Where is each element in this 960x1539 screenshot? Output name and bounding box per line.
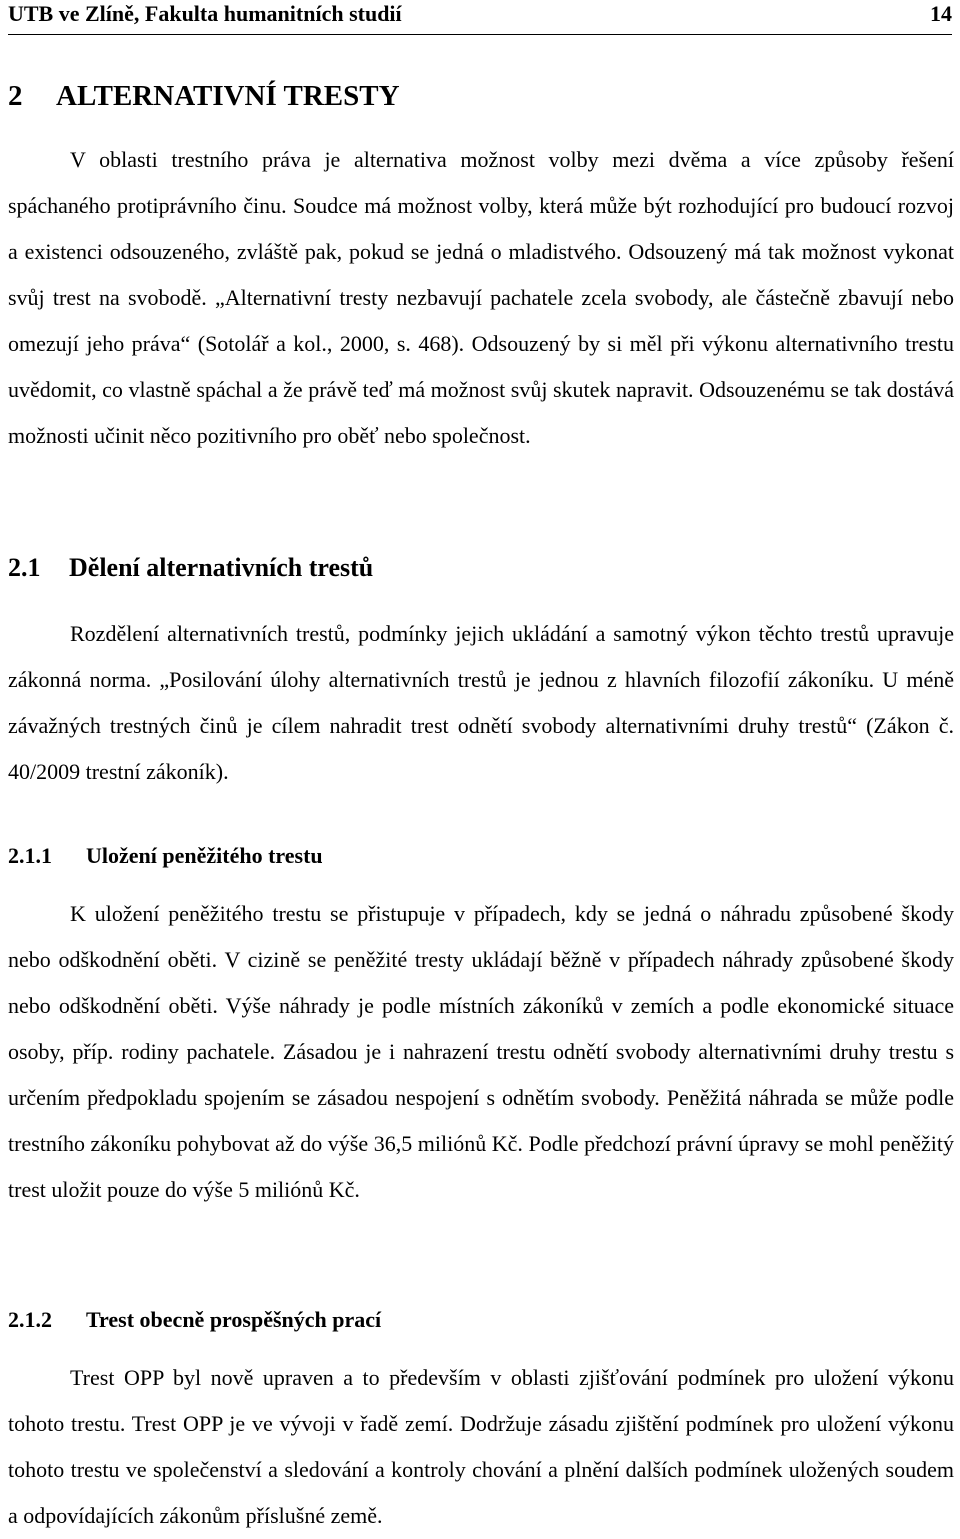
subsection-number: 2.1.1 (8, 843, 52, 868)
chapter-number: 2 (8, 80, 23, 112)
subsection-heading-2-1-1 (8, 843, 323, 869)
chapter-title: ALTERNATIVNÍ TRESTY (56, 80, 400, 112)
chapter-paragraph: V oblasti trestního práva je alternativa možnost volby mezi dvěma a více způsoby řešení spáchaného protiprávního činu. Soudce má možnost volby, která může být rozhodující pro budoucí rozvoj a existenci odsouzeného, zvláště pak, pokud se jedná o mladistvého. Odsouzený má tak možnost vykonat svůj trest na svobodě. „Alternativní tresty nezbavují pachatele zcela svobody, ale částečně zbavují nebo omezují jeho práva“ (Sotolář a kol., 2000, s. 468). Odsouzený by si měl při výkonu alternativního trestu uvědomit, co vlastně spáchal a že právě teď má možnost svůj skutek napravit. Odsouzenému se tak dostává možnosti učinit něco pozitivního pro oběť nebo společnost. (8, 147, 954, 448)
subsection-number: 2.1.2 (8, 1307, 52, 1332)
section-number: 2.1 (8, 553, 41, 582)
section-2-1-paragraph: Rozdělení alternativních trestů, podmínky jejich ukládání a samotný výkon těchto trestů upravuje zákonná norma. „Posilování úlohy alternativních trestů je jednou z hlavních filozofií zákoníku. U méně závažných trestných činů je cílem nahradit trest odnětí svobody alternativními druhy trestů“ (Zákon č. 40/2009 trestní zákoník). (8, 621, 954, 784)
section-2-1-1-paragraph: K uložení peněžitého trestu se přistupuje v případech, kdy se jedná o náhradu způsobené škody nebo odškodnění oběti. V cizině se peněžité tresty ukládají běžně v případech náhrady způsobené škody nebo odškodnění oběti. Výše náhrady je podle místních zákoníků v zemích a podle ekonomické situace osoby, příp. rodiny pachatele. Zásadou je i nahrazení trestu odnětí svobody alternativními druhy trestu s určením předpokladu spojením se zásadou nespojení s odnětím svobody. Peněžitá náhrada se může podle trestního zákoníku pohybovat až do výše 36,5 miliónů Kč. Podle předchozí právní úpravy se mohl peněžitý trest uložit pouze do výše 5 miliónů Kč. (8, 901, 954, 1202)
section-title: Dělení alternativních trestů (69, 553, 374, 582)
subsection-heading-2-1-2 (8, 1307, 381, 1333)
section-2-1-2-paragraph: Trest OPP byl nově upraven a to především v oblasti zjišťování podmínek pro uložení výkonu tohoto trestu. Trest OPP je ve vývoji v řadě zemí. Dodržuje zásadu zjištění podmínek pro uložení výkonu tohoto trestu ve společenství a sledování a kontroly chování a plnění dalších podmínek uložených soudem a odpovídajících zákonům příslušné země. (8, 1365, 954, 1528)
subsection-title: Uložení peněžitého trestu (86, 843, 323, 868)
subsection-title: Trest obecně prospěšných prací (86, 1307, 382, 1332)
page-number: 14 (930, 1, 952, 26)
chapter-heading (8, 80, 400, 113)
section-heading-2-1 (8, 553, 373, 583)
header-title: UTB ve Zlíně, Fakulta humanitních studií (8, 1, 402, 26)
running-header (8, 0, 952, 35)
